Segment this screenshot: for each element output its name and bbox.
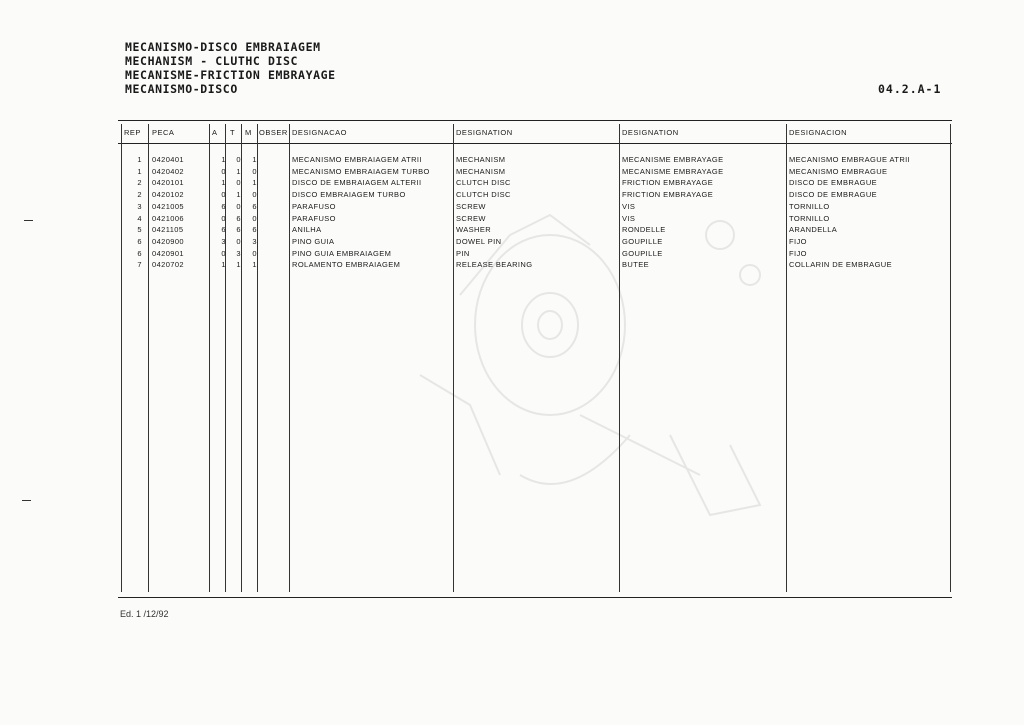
cell-pt: ROLAMENTO EMBRAIAGEM — [292, 260, 401, 270]
column-separator — [950, 124, 951, 592]
cell-en: DOWEL PIN — [456, 236, 502, 246]
cell-peca: 0420900 — [152, 236, 184, 246]
header-a: A — [212, 128, 218, 137]
cell-a: 3 — [221, 236, 226, 246]
cell-pt: DISCO EMBRAIAGEM TURBO — [292, 190, 406, 200]
cell-a: 1 — [221, 260, 226, 270]
cell-peca: 0420401 — [152, 155, 184, 164]
cell-es: TORNILLO — [789, 201, 830, 211]
cell-es: FIJO — [789, 248, 807, 258]
cell-a: 1 — [221, 155, 226, 164]
header-peca: PECA — [152, 128, 175, 137]
cell-m: 6 — [252, 225, 257, 235]
cell-pt: MECANISMO EMBRAIAGEM ATRII — [292, 155, 422, 164]
cell-en: SCREW — [456, 213, 486, 223]
column-separator — [241, 124, 242, 592]
cell-fr: GOUPILLE — [622, 248, 663, 258]
cell-peca: 0420101 — [152, 178, 184, 188]
cell-en: MECHANISM — [456, 166, 506, 176]
cell-m: 1 — [252, 260, 257, 270]
cell-peca: 0420901 — [152, 248, 184, 258]
title-portuguese: MECANISMO-DISCO EMBRAIAGEM — [125, 40, 321, 54]
cell-m: 1 — [252, 178, 257, 188]
cell-t: 1 — [236, 260, 241, 270]
cell-m: 3 — [252, 236, 257, 246]
cell-a: 1 — [221, 178, 226, 188]
header-rep: REP — [124, 128, 141, 137]
margin-mark — [22, 500, 31, 501]
cell-es: COLLARIN DE EMBRAGUE — [789, 260, 893, 270]
edition-footer: Ed. 1 /12/92 — [120, 609, 169, 619]
header-m: M — [245, 128, 252, 137]
cell-rep: 4 — [137, 213, 142, 223]
cell-rep: 2 — [137, 190, 142, 200]
cell-m: 1 — [252, 155, 257, 164]
document-titles — [125, 40, 336, 96]
cell-fr: RONDELLE — [622, 225, 666, 235]
cell-pt: PINO GUIA EMBRAIAGEM — [292, 248, 392, 258]
cell-peca: 0421006 — [152, 213, 184, 223]
cell-peca: 0421105 — [152, 225, 184, 235]
cell-m: 0 — [252, 248, 257, 258]
column-separator — [786, 124, 787, 592]
cell-rep: 6 — [137, 248, 142, 258]
cell-a: 6 — [221, 201, 226, 211]
cell-t: 0 — [236, 201, 241, 211]
cell-t: 1 — [236, 166, 241, 176]
cell-fr: MECANISME EMBRAYAGE — [622, 166, 724, 176]
cell-es: MECANISMO EMBRAGUE ATRII — [789, 155, 911, 164]
cell-en: RELEASE BEARING — [456, 260, 533, 270]
column-separator — [289, 124, 290, 592]
column-separator — [148, 124, 149, 592]
title-english: MECHANISM - CLUTHC DISC — [125, 54, 299, 68]
table-top-rule — [118, 120, 952, 121]
cell-rep: 1 — [137, 155, 142, 164]
cell-pt: DISCO DE EMBRAIAGEM ALTERII — [292, 178, 422, 188]
cell-rep: 2 — [137, 178, 142, 188]
cell-t: 6 — [236, 213, 241, 223]
margin-mark — [24, 220, 33, 221]
cell-t: 1 — [236, 190, 241, 200]
cell-rep: 5 — [137, 225, 142, 235]
cell-a: 0 — [221, 213, 226, 223]
cell-pt: MECANISMO EMBRAIAGEM TURBO — [292, 166, 430, 176]
cell-en: WASHER — [456, 225, 492, 235]
cell-m: 0 — [252, 166, 257, 176]
cell-a: 0 — [221, 190, 226, 200]
header-designacao: DESIGNACAO — [292, 128, 348, 137]
header-designation-en: DESIGNATION — [456, 128, 513, 137]
cell-pt: PARAFUSO — [292, 213, 336, 223]
cell-fr: VIS — [622, 213, 636, 223]
cell-a: 6 — [221, 225, 226, 235]
cell-fr: FRICTION EMBRAYAGE — [622, 190, 714, 200]
cell-a: 0 — [221, 248, 226, 258]
cell-es: DISCO DE EMBRAGUE — [789, 178, 878, 188]
header-t: T — [230, 128, 236, 137]
table-header-rule — [118, 143, 952, 144]
cell-a: 0 — [221, 166, 226, 176]
cell-t: 0 — [236, 155, 241, 164]
header-obser: OBSER — [259, 128, 288, 137]
column-separator — [257, 124, 258, 592]
cell-en: CLUTCH DISC — [456, 190, 511, 200]
cell-t: 0 — [236, 236, 241, 246]
header-designation-fr: DESIGNATION — [622, 128, 679, 137]
cell-es: FIJO — [789, 236, 807, 246]
title-spanish: MECANISMO-DISCO — [125, 82, 238, 96]
cell-m: 0 — [252, 213, 257, 223]
cell-peca: 0421005 — [152, 201, 184, 211]
cell-peca: 0420102 — [152, 190, 184, 200]
cell-pt: PARAFUSO — [292, 201, 336, 211]
cell-rep: 3 — [137, 201, 142, 211]
cell-t: 3 — [236, 248, 241, 258]
cell-es: ARANDELLA — [789, 225, 838, 235]
cell-fr: GOUPILLE — [622, 236, 663, 246]
cell-en: PIN — [456, 248, 470, 258]
cell-fr: FRICTION EMBRAYAGE — [622, 178, 714, 188]
page-reference: 04.2.A-1 — [878, 82, 942, 96]
cell-es: MECANISMO EMBRAGUE — [789, 166, 888, 176]
cell-rep: 6 — [137, 236, 142, 246]
cell-fr: BUTEE — [622, 260, 650, 270]
cell-pt: ANILHA — [292, 225, 322, 235]
cell-rep: 7 — [137, 260, 142, 270]
cell-fr: MECANISME EMBRAYAGE — [622, 155, 724, 164]
header-designacion: DESIGNACION — [789, 128, 848, 137]
cell-t: 0 — [236, 178, 241, 188]
cell-en: CLUTCH DISC — [456, 178, 511, 188]
cell-rep: 1 — [137, 166, 142, 176]
column-separator — [121, 124, 122, 592]
cell-t: 6 — [236, 225, 241, 235]
cell-m: 6 — [252, 201, 257, 211]
cell-peca: 0420402 — [152, 166, 184, 176]
column-separator — [453, 124, 454, 592]
column-separator — [209, 124, 210, 592]
table-bottom-rule — [118, 597, 952, 598]
cell-pt: PINO GUIA — [292, 236, 335, 246]
cell-peca: 0420702 — [152, 260, 184, 270]
cell-es: TORNILLO — [789, 213, 830, 223]
cell-m: 0 — [252, 190, 257, 200]
cell-en: MECHANISM — [456, 155, 506, 164]
cell-fr: VIS — [622, 201, 636, 211]
column-separator — [619, 124, 620, 592]
cell-en: SCREW — [456, 201, 486, 211]
title-french: MECANISME-FRICTION EMBRAYAGE — [125, 68, 336, 82]
cell-es: DISCO DE EMBRAGUE — [789, 190, 878, 200]
